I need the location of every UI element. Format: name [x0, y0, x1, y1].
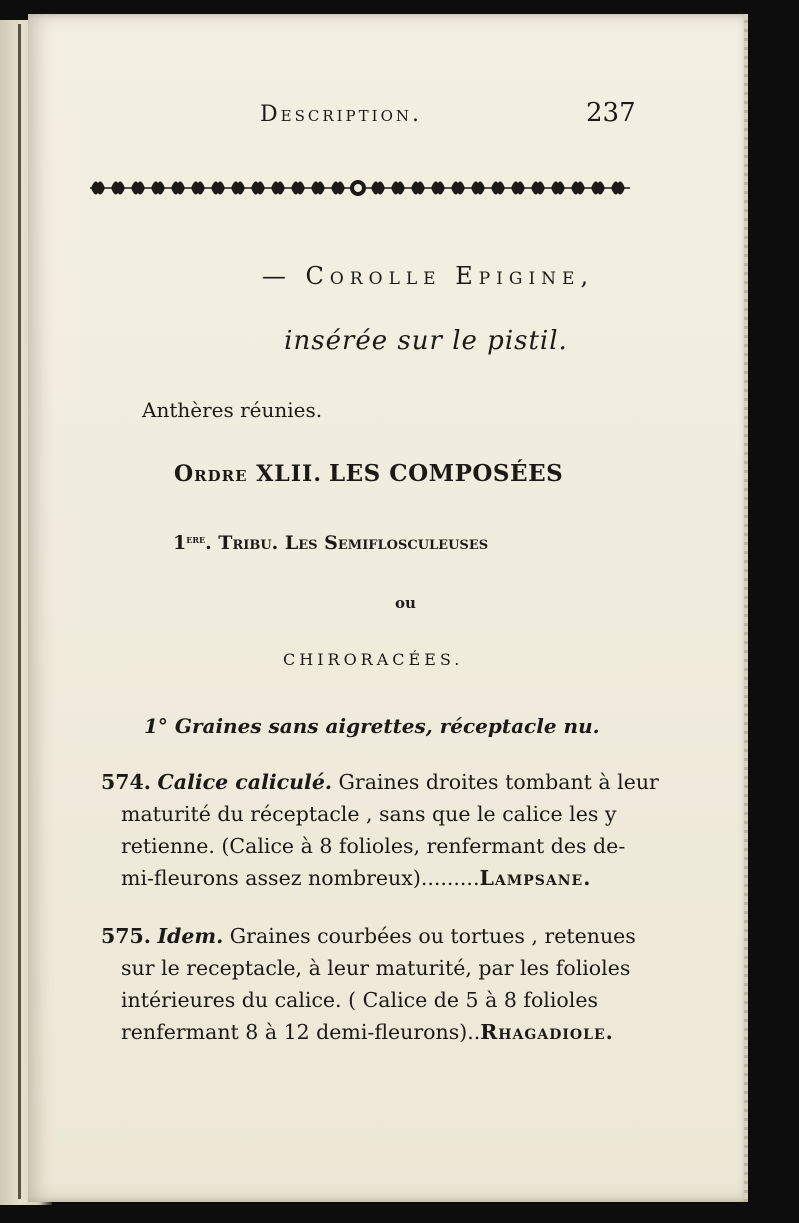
ornament-fleuron: [411, 181, 425, 194]
genus-name: Rhagadiole.: [480, 1020, 614, 1044]
entry-line: retienne. (Calice à 8 folioles, renfermant des de-: [121, 834, 626, 858]
conjunction-ou: ou: [395, 594, 416, 612]
book-spine: [18, 24, 21, 1199]
tribe-ordinal-sup: ere: [186, 533, 206, 546]
entry-line: [101, 1016, 649, 1048]
ornament-fleuron: [231, 181, 245, 194]
key-entry-575: [101, 920, 649, 1048]
key-entry-574: [101, 766, 659, 894]
ornament-fleuron: [131, 181, 145, 194]
entry-text: Graines droites tombant à leur: [338, 770, 659, 794]
ornament-fleuron: [111, 181, 125, 194]
ornament-rosette-center: [354, 184, 362, 192]
subsection-heading: 1° Graines sans aigrettes, réceptacle nu.: [144, 714, 600, 738]
ornament-fleuron: [331, 181, 345, 194]
genus-name: Lampsane.: [479, 866, 592, 890]
entry-line: [101, 862, 649, 894]
ornament-fleuron: [511, 181, 525, 194]
entry-line: [101, 920, 649, 952]
entry-number: 574.: [101, 770, 151, 794]
entry-head: Idem.: [157, 924, 224, 948]
tribe-ordinal: 1: [173, 532, 187, 554]
ornament-fleuron: [471, 181, 485, 194]
entry-text: Graines courbées ou tortues , retenues: [229, 924, 636, 948]
running-head: Description.: [260, 102, 422, 127]
entry-line: [101, 766, 659, 798]
ornament-fleuron: [611, 181, 625, 194]
order-label: Ordre XLII.: [174, 461, 322, 487]
ornament-fleuron: [271, 181, 285, 194]
section-subheading: insérée sur le pistil.: [284, 326, 568, 356]
order-heading: [174, 460, 563, 487]
ornament-fleuron: [491, 181, 505, 194]
ornament-fleuron: [371, 181, 385, 194]
tribe-alt-name: CHIRORACÉES.: [283, 650, 464, 669]
entry-head: Calice caliculé.: [157, 770, 332, 794]
tribe-heading: [173, 532, 488, 554]
anthers-note: Anthères réunies.: [142, 398, 323, 422]
ornament-fleuron: [391, 181, 405, 194]
ornament-fleuron: [431, 181, 445, 194]
section-heading-corolle: — Corolle Epigine,: [261, 262, 595, 290]
ornament-fleuron: [211, 181, 225, 194]
order-title: LES COMPOSÉES: [328, 460, 564, 487]
tribe-name: Les Semiflosculeuses: [284, 532, 489, 554]
entry-line: sur le receptacle, à leur maturité, par les folioles: [121, 956, 631, 980]
ornament-fleuron: [171, 181, 185, 194]
entry-line: maturité du réceptacle , sans que le calice les y: [121, 802, 617, 826]
ornament-fleuron: [571, 181, 585, 194]
page-number: 237: [586, 98, 636, 128]
ornament-fleuron: [531, 181, 545, 194]
decorative-head-band: [90, 174, 630, 202]
ornament-fleuron: [551, 181, 565, 194]
entry-number: 575.: [101, 924, 151, 948]
page-header: [28, 98, 748, 142]
book-page: [28, 14, 748, 1202]
ornament-fleuron: [191, 181, 205, 194]
ornament-fleuron: [311, 181, 325, 194]
entry-line: intérieures du calice. ( Calice de 5 à 8 folioles: [121, 988, 598, 1012]
entry-text: mi-fleurons assez nombreux).........: [121, 866, 480, 890]
ornament-fleuron: [251, 181, 265, 194]
entry-text: renfermant 8 à 12 demi-fleurons)..: [121, 1020, 481, 1044]
tribe-label: . Tribu.: [205, 532, 279, 554]
ornament-fleuron: [151, 181, 165, 194]
ornament-fleuron: [591, 181, 605, 194]
ornament-fleuron: [291, 181, 305, 194]
ornament-fleuron: [451, 181, 465, 194]
ornament-fleuron: [91, 181, 105, 194]
